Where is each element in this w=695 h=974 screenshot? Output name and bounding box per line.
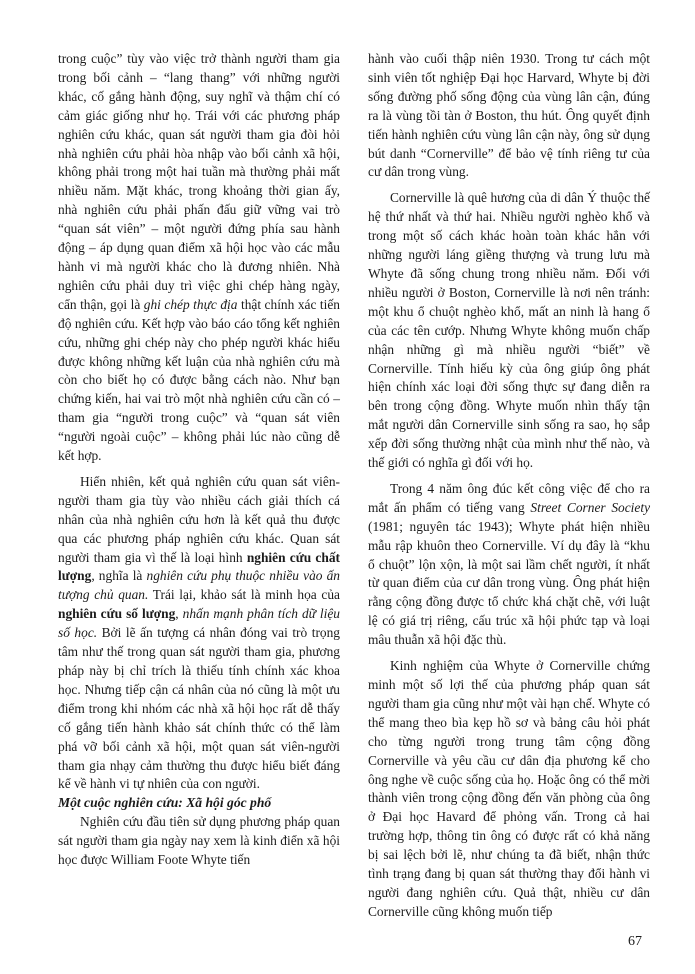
text: trong cuộc” tùy vào việc trở thành người tham gia trong bối cảnh – “lang thang” với những người khác, cố gắng hành động, suy nghĩ và thậm chí có cảm giác giống như họ. Trái với các phương pháp nghiên cứu khác, quan sát người tham gia đòi hỏi nhà nghiên cứu phải hòa nhập vào bối cảnh xã hội, không phải trong một hai tuần mà thường phải mất nhiều năm. Mặt khác, trong khoảng thời gian ấy, nhà nghiên cứu phải phấn đấu giữ vững vai trò “quan sát viên” – một người đứng phía sau hành động – áp dụng quan điểm xã hội học vào các mẫu hành vi mà người khác cho là đương nhiên. Nhà nghiên cứu phải duy trì việc ghi chép hàng ngày, cẩn thận, gọi là — [58, 51, 340, 312]
paragraph: hành vào cuối thập niên 1930. Trong tư cách một sinh viên tốt nghiệp Đại học Harvard, Whyte bị đời sống đường phố sống động của vùng lân cận, đúng ra là vùng tồi tàn ở Boston, thu hút. Ông quyết định tiến hành nghiên cứu vùng lân cận này, ông sử dụng bút danh “Cornerville” để bảo vệ tính riêng tư của cư dân trong vùng. — [368, 51, 650, 180]
page-number: 67 — [628, 934, 642, 949]
italic-term: ghi chép thực địa — [143, 296, 238, 312]
italic-definition: nhấn mạnh phân tích dữ liệu số học. — [58, 606, 340, 641]
left-column — [58, 50, 340, 870]
right-column — [368, 50, 650, 922]
paragraph: Kinh nghiệm của Whyte ở Cornerville chứng minh một số lợi thế của phương pháp quan sát người tham gia cũng như một vài hạn chế. Whyte có thể mang theo bìa kẹp hồ sơ và bảng câu hỏi phát cho từng người trong trung tâm cộng đồng Cornerville và yêu cầu cư dân địa phương kể cho ông nghe về cuộc sống của họ. Hoặc ông có thể mời thành viên trong cộng đồng đến văn phòng của ông ở Đại học Havard để phỏng vấn. Trong cả hai trường hợp, thông tin ông có được rất có khả năng bị sai lệch bởi lẽ, như chúng ta đã biết, nhận thức tình trạng đang bị quan sát thường thay đổi hành vi người đang nghiên cứu. Quả thật, nhiều cư dân Cornerville cũng không muốn tiếp — [368, 658, 650, 919]
text: , — [175, 606, 183, 622]
book-title: Street Corner Society — [530, 499, 651, 515]
paragraph: Cornerville là quê hương của di dân Ý thuộc thế hệ thứ nhất và thứ hai. Nhiều người nghèo khổ và trong một số cách khác hoàn toàn khác hẳn với những người láng giềng thượng và trung lưu mà Whyte đã sống chung trong nhiều năm. Đối với nhiều người ở Boston, Cornerville là nơi nên tránh: một khu ổ chuột nghèo khổ, mất an ninh là hang ổ của các tên cướp. Nhưng Whyte không muốn chấp nhận những gì mà nhiều người “biết” về Cornerville. Tính hiếu kỳ của ông giúp ông phát hiện chính xác loại đời sống thực sự đang diễn ra bên trong cộng đồng. Whyte muốn nhìn thấy tận mắt người dân Cornerville sinh sống ra sao, họ sắp xếp đời sống thường nhật của mình như thế nào, và thế giới có nghĩa gì đối với họ. — [368, 190, 650, 471]
text: (1981; nguyên tác 1943); Whyte phát hiện nhiều mẫu rập khuôn theo Cornerville. Ví dụ đây là “khu ổ chuột” lộn xộn, là một sai lầm chết người, ít nhất từ quan điểm của cư dân trong vùng. Ông phát hiện rằng cộng đồng được tổ chức khá chặt chẽ, với luật lệ có giá trị riêng, cấu trúc xã hội phức tạp và loại mâu thuẫn xã hội đặc thù. — [368, 518, 650, 648]
text: Trái lại, khảo sát là minh họa của — [148, 587, 340, 603]
paragraph — [58, 50, 340, 466]
text: Trong 4 năm ông đúc kết công việc để cho ra mắt ấn phẩm có tiếng vang — [368, 480, 650, 515]
bold-term: nghiên cứu chất lượng — [58, 549, 340, 584]
text: Hiển nhiên, kết quả nghiên cứu quan sát viên-người tham gia tùy vào nhiều cách giải thích cá nhân của nhà nghiên cứu hơn là kết quả thu được qua các phương pháp nghiên cứu khác. Quan sát người tham gia vì thế là loại hình — [58, 473, 340, 565]
paragraph — [368, 480, 650, 650]
paragraph: Nghiên cứu đầu tiên sử dụng phương pháp quan sát người tham gia ngày nay xem là kinh điển xã hội học được William Foote Whyte tiến — [58, 814, 340, 868]
text: Bởi lẽ ấn tượng cá nhân đóng vai trò trọng tâm như thế trong quan sát người tham gia, phương pháp này bị chỉ trích là thiếu tính chính xác khoa học. Nhưng tiếp cận cá nhân của nó cũng là một ưu điểm trong khi nhóm các nhà xã hội học rất dễ thấy cố gắng tiến hành khảo sát chính thức có thể làm phá vỡ bối cảnh xã hội, một quan sát viên-người tham gia nhạy cảm thường thu được hiểu biết đáng kể về hành vi tự nhiên của con người. — [58, 625, 340, 792]
text: thật chính xác tiến độ nghiên cứu. Kết hợp vào báo cáo tổng kết nghiên cứu, những ghi chép này cho phép người khác hiểu được không những kết luận của nhà nghiên cứu mà còn cho biết họ có được bằng cách nào. Như bạn chứng kiến, hai vai trò một nhà nghiên cứu cần có – tham gia “người trong cuộc” và “quan sát viên “người ngoài cuộc” – không phải lúc nào cũng dễ kết hợp. — [58, 296, 340, 464]
bold-term: nghiên cứu số lượng — [58, 606, 176, 622]
paragraph — [58, 473, 340, 794]
section-heading: Một cuộc nghiên cứu: Xã hội góc phố — [58, 795, 272, 811]
text: , nghĩa là — [91, 568, 147, 584]
italic-definition: nghiên cứu phụ thuộc nhiều vào ấn tượng chủ quan. — [58, 568, 340, 603]
